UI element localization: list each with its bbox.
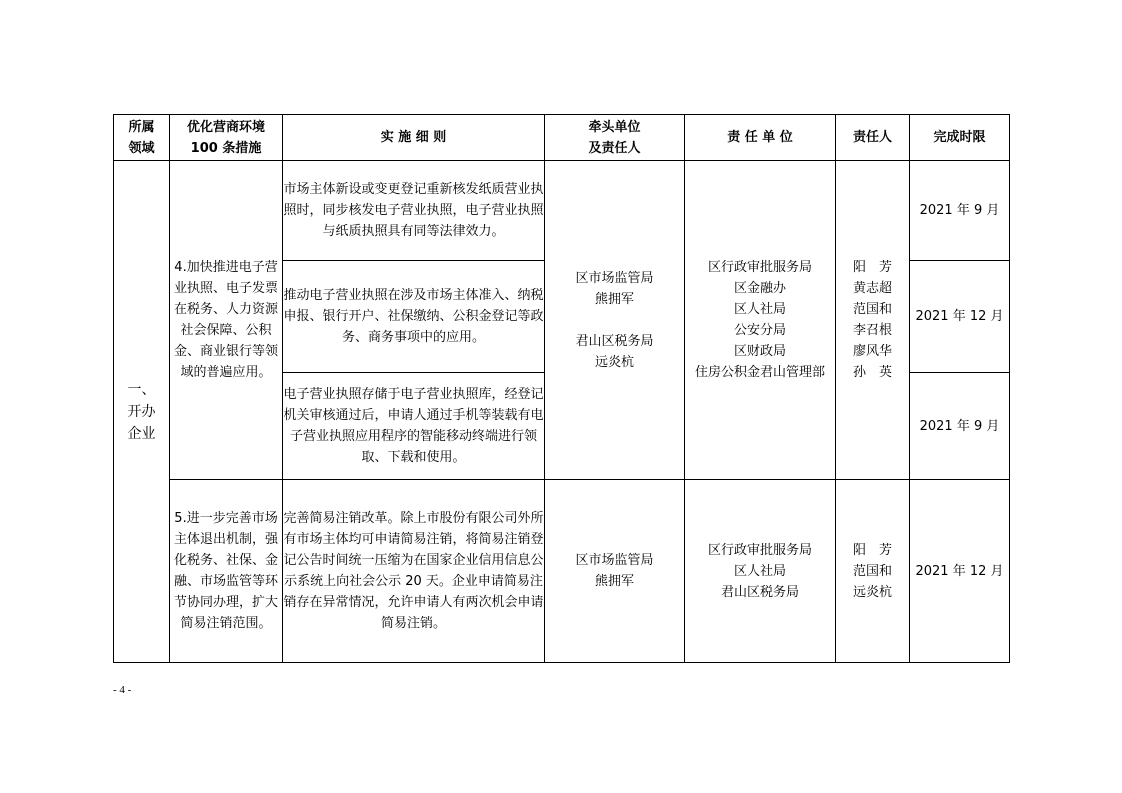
measure-4-cell: 4.加快推进电子营业执照、电子发票在税务、人力资源社会保障、公积金、商业银行等领域的普遍应用。	[170, 161, 283, 480]
detail-cell: 电子营业执照存储于电子营业执照库，经登记机关审核通过后，申请人通过手机等装载有电子营业执照应用程序的智能移动终端进行领取、下载和使用。	[283, 373, 545, 480]
responsible-person-cell: 阳 芳 范国和 远炎杭	[836, 480, 910, 663]
deadline-cell: 2021 年 12 月	[910, 480, 1010, 663]
header-deadline: 完成时限	[910, 115, 1010, 161]
header-domain: 所属 领域	[114, 115, 170, 161]
header-responsible-person: 责任人	[836, 115, 910, 161]
table-row	[114, 480, 1010, 663]
deadline-cell: 2021 年 9 月	[910, 161, 1010, 261]
measure-5-cell: 5.进一步完善市场主体退出机制，强化税务、社保、金融、市场监管等环节协同办理，扩大简易注销范围。	[170, 480, 283, 663]
responsible-units-cell: 区行政审批服务局 区金融办 区人社局 公安分局 区财政局 住房公积金君山管理部	[685, 161, 836, 480]
page-number: - 4 -	[113, 684, 132, 696]
deadline-cell: 2021 年 12 月	[910, 261, 1010, 373]
domain-cell: 一、 开办 企业	[114, 161, 170, 663]
lead-unit-cell: 区市场监管局 熊拥军	[545, 480, 685, 663]
lead-unit-cell: 区市场监管局 熊拥军 君山区税务局 远炎杭	[545, 161, 685, 480]
responsible-person-cell: 阳 芳 黄志超 范国和 李召根 廖风华 孙 英	[836, 161, 910, 480]
deadline-cell: 2021 年 9 月	[910, 373, 1010, 480]
header-lead: 牵头单位 及责任人	[545, 115, 685, 161]
detail-cell: 完善简易注销改革。除上市股份有限公司外所有市场主体均可申请简易注销，将简易注销登记公告时间统一压缩为在国家企业信用信息公示系统上向社会公示 20 天。企业申请简易注销存在异常情况，允许申请人有两次机会申请简易注销。	[283, 480, 545, 663]
header-responsible-units: 责 任 单 位	[685, 115, 836, 161]
header-row	[114, 115, 1010, 161]
table-row	[114, 161, 1010, 261]
responsible-units-cell: 区行政审批服务局 区人社局 君山区税务局	[685, 480, 836, 663]
header-detail: 实 施 细 则	[283, 115, 545, 161]
detail-cell: 市场主体新设或变更登记重新核发纸质营业执照时，同步核发电子营业执照，电子营业执照与纸质执照具有同等法律效力。	[283, 161, 545, 261]
header-measure: 优化营商环境 100 条措施	[170, 115, 283, 161]
measures-table	[113, 114, 1010, 663]
detail-cell: 推动电子营业执照在涉及市场主体准入、纳税申报、银行开户、社保缴纳、公积金登记等政务、商务事项中的应用。	[283, 261, 545, 373]
